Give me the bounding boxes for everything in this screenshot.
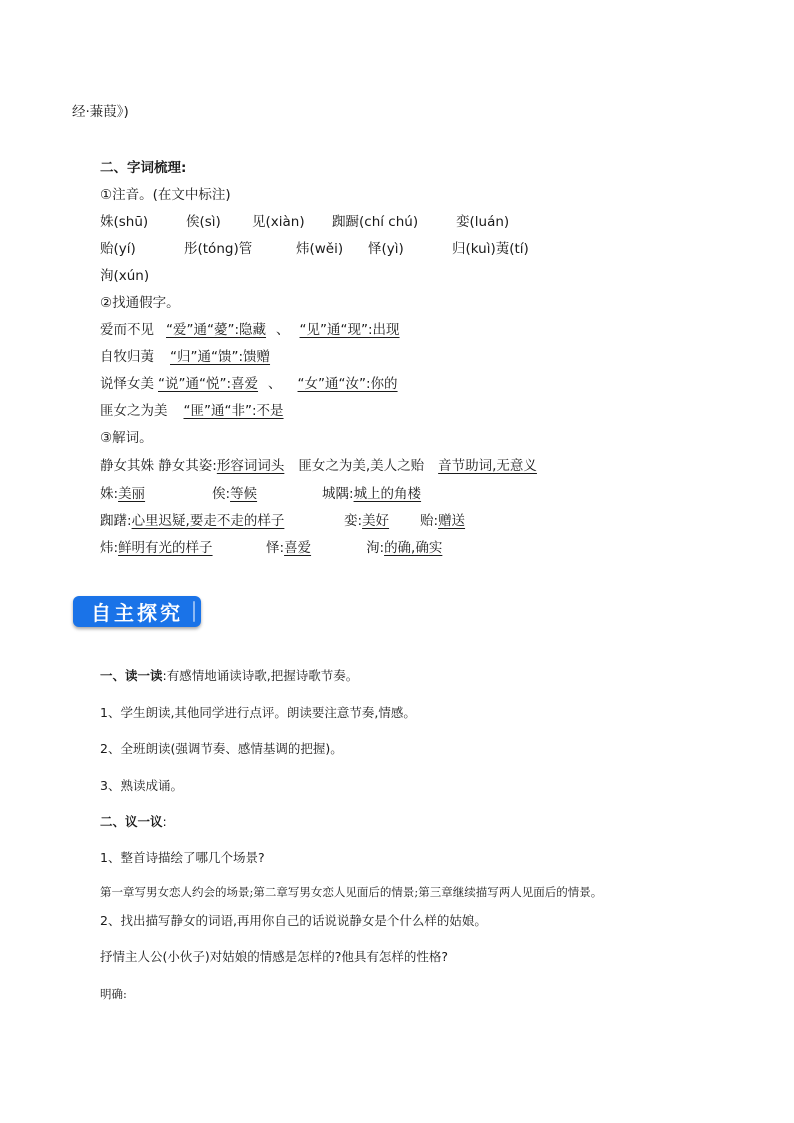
loanword-phrase: 自牧归荑 bbox=[100, 349, 154, 365]
pron-item: 怿(yì) bbox=[368, 241, 404, 257]
vocab-answer: 喜爱 bbox=[284, 540, 312, 556]
vocab-label: 城隅: bbox=[322, 486, 354, 502]
read-item: 3、熟读成诵。 bbox=[100, 778, 183, 793]
pron-item: 彤(tóng)管 bbox=[184, 241, 253, 257]
loanword-answer: “归”通“馈”:馈赠 bbox=[170, 349, 271, 365]
vocab-answer: 鲜明有光的样子 bbox=[118, 540, 213, 556]
loanword-phrase: 匪女之为美 bbox=[100, 403, 168, 419]
vocab-label: 娈: bbox=[344, 513, 363, 529]
loanword-row bbox=[100, 347, 278, 367]
loanword-row bbox=[100, 401, 292, 421]
loanwords-title: ②找通假字。 bbox=[100, 295, 180, 311]
vocab-text: 静女其姝 静女其姿: bbox=[100, 458, 217, 474]
section-badge: 自主探究 bbox=[73, 596, 201, 627]
pron-item: 俟(sì) bbox=[186, 214, 221, 230]
pronunciation-row bbox=[100, 239, 529, 259]
vocab-answer: 心里迟疑,要走不走的样子 bbox=[131, 513, 285, 529]
vocab-label: 踟躇: bbox=[100, 513, 132, 529]
read-heading bbox=[100, 666, 358, 686]
loanword-answer: “见”通“现”:出现 bbox=[299, 322, 400, 338]
pron-item: 归(kuì)荑(tí) bbox=[452, 241, 529, 257]
question: 1、整首诗描绘了哪几个场景? bbox=[100, 850, 265, 865]
loanword-answer: “女”通“汝”:你的 bbox=[297, 376, 398, 392]
vocab-label: 洵: bbox=[366, 540, 385, 556]
loanword-phrase: 说怿女美 bbox=[100, 376, 154, 392]
loanword-row: 爱而不见 “爱”通“薆”:隐藏 、 “见”通“现”:出现 bbox=[100, 320, 406, 340]
loanword-answer: “爱”通“薆”:隐藏 bbox=[166, 322, 267, 338]
vocab-answer: 音节助词,无意义 bbox=[438, 458, 537, 474]
loanword-row: 说怿女美 “说”通“悦”:喜爱 、 “女”通“汝”:你的 bbox=[100, 374, 404, 394]
section-heading: 二、字词梳理: bbox=[100, 160, 187, 176]
vocab-answer: 等候 bbox=[230, 486, 258, 502]
vocab-text: 匪女之为美,美人之贻 bbox=[298, 458, 425, 474]
vocab-label: 贻: bbox=[420, 513, 439, 529]
pron-item: 炜(wěi) bbox=[296, 241, 344, 257]
vocab-answer: 形容词词头 bbox=[216, 458, 285, 474]
pron-item: 姝(shū) bbox=[100, 214, 149, 230]
discuss-heading-text: : bbox=[162, 814, 167, 829]
vocab-title: ③解词。 bbox=[100, 430, 153, 446]
discuss-heading-title: 二、议一议 bbox=[100, 814, 163, 829]
vocab-answer: 赠送 bbox=[438, 513, 466, 529]
vocab-label: 姝: bbox=[100, 486, 119, 502]
vocab-answer: 美丽 bbox=[118, 486, 146, 502]
pron-item: 娈(luán) bbox=[456, 214, 510, 230]
vocab-row bbox=[100, 511, 465, 531]
pron-item: 洵(xún) bbox=[100, 268, 150, 284]
answer-text: 第一章写男女恋人约会的场景;第二章写男女恋人见面后的情景;第三章继续描写两人见面后的情景。 bbox=[100, 885, 603, 899]
answer-label: 明确: bbox=[100, 987, 127, 1001]
vocab-answer: 的确,确实 bbox=[384, 540, 443, 556]
vocab-row bbox=[100, 456, 543, 476]
question: 抒情主人公(小伙子)对姑娘的情感是怎样的?他具有怎样的性格? bbox=[100, 949, 449, 964]
loanword-answer: “说”通“悦”:喜爱 bbox=[158, 376, 259, 392]
pron-item: 见(xiàn) bbox=[252, 214, 305, 230]
vocab-row bbox=[100, 484, 421, 504]
loanword-answer: “匪”通“非”:不是 bbox=[183, 403, 284, 419]
vocab-label: 怿: bbox=[266, 540, 285, 556]
vocab-label: 俟: bbox=[212, 486, 231, 502]
pronunciation-row bbox=[100, 212, 509, 232]
read-heading-title: 一、读一读 bbox=[100, 668, 163, 683]
discuss-heading bbox=[100, 812, 167, 832]
read-item: 1、学生朗读,其他同学进行点评。朗读要注意节奏,情感。 bbox=[100, 705, 416, 720]
pronunciation-title: ①注音。(在文中标注) bbox=[100, 187, 231, 203]
read-heading-text: :有感情地诵读诗歌,把握诗歌节奏。 bbox=[162, 668, 359, 683]
question: 2、找出描写静女的词语,再用你自己的话说说静女是个什么样的姑娘。 bbox=[100, 913, 487, 928]
vocab-answer: 城上的角楼 bbox=[353, 486, 422, 502]
loanword-phrase: 爱而不见 bbox=[100, 322, 154, 338]
vocab-answer: 美好 bbox=[362, 513, 390, 529]
pron-item: 贻(yí) bbox=[100, 241, 136, 257]
pron-item: 踟蹰(chí chú) bbox=[332, 214, 419, 230]
pronunciation-row bbox=[100, 266, 149, 286]
continued-text: 经·蒹葭》) bbox=[72, 104, 129, 120]
vocab-label: 炜: bbox=[100, 540, 119, 556]
vocab-row bbox=[100, 538, 442, 558]
read-item: 2、全班朗读(强调节奏、感情基调的把握)。 bbox=[100, 741, 343, 756]
